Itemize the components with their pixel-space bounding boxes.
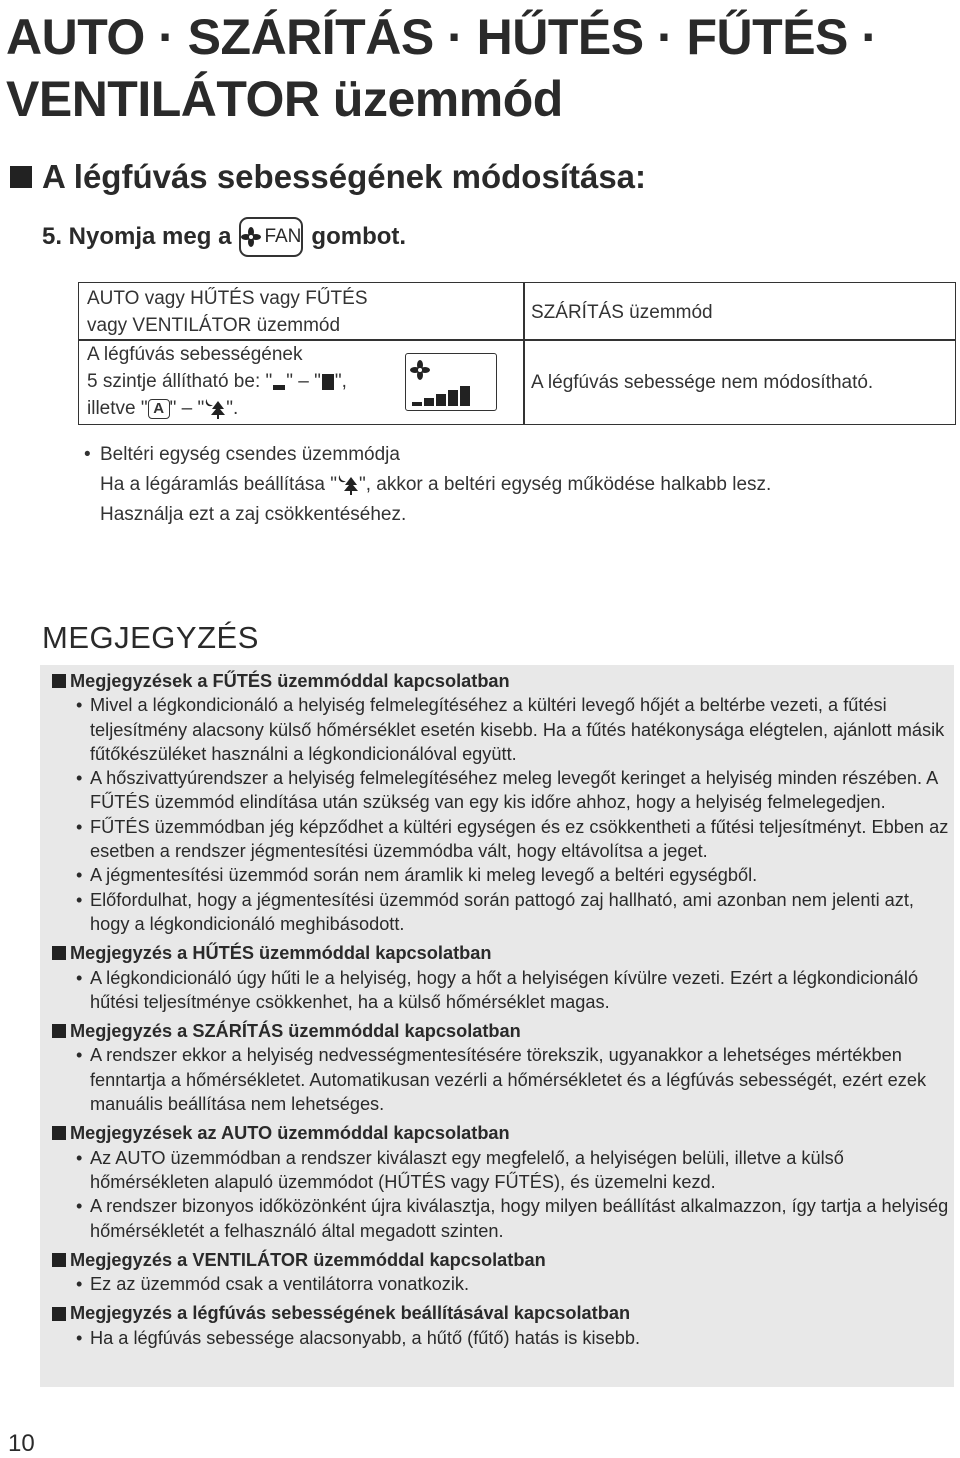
quiet-tree-icon — [204, 397, 226, 421]
note-group-heading-text: Megjegyzés a SZÁRÍTÁS üzemmóddal kapcsolatban — [70, 1021, 521, 1042]
bullet-square-icon — [52, 674, 66, 688]
left-header — [87, 285, 368, 339]
table-vertical-divider — [523, 283, 525, 424]
fan-icon — [410, 360, 430, 380]
note-item: • Az AUTO üzemmódban a rendszer kiválaszt egy megfelelő, a helyiségen belüli, illetve a külső hőmérsékleten alapuló üzemmódot (HŰTÉS vagy FŰTÉS), és üzemelni kezd. — [52, 1146, 952, 1195]
left-body-line-3-a: illetve " — [87, 398, 148, 419]
auto-fan-icon-letter: A — [153, 400, 165, 417]
notes-title: MEGJEGYZÉS — [42, 620, 259, 655]
quiet-tree-icon — [337, 473, 359, 497]
note-group-heading — [52, 941, 952, 965]
note-item: • Mivel a légkondicionáló a helyiség felmelegítéséhez a kültéri levegő hőjét a beltérbe vezeti, a fűtési teljesítmény alacsony külső hőmérséklet esetén kisebb. Ha a fűtés hatékonysága elégtelen, ajánlott másik fűtőkészüléket használni a légkondicionálóval együtt. — [52, 693, 952, 766]
quiet-mode-title-text: Beltéri egység csendes üzemmódja — [100, 444, 400, 465]
note-group-heading-text: Megjegyzések az AUTO üzemmóddal kapcsolatban — [70, 1123, 510, 1144]
bullet-icon: • — [84, 444, 91, 465]
left-header-line-1: AUTO vagy HŰTÉS vagy FŰTÉS — [87, 288, 368, 309]
step-prefix: 5. Nyomja meg a — [42, 223, 232, 250]
note-item: • Előfordulhat, hogy a jégmentesítési üzemmód során pattogó zaj hallható, ami azonban nem jelenti azt, hogy a légkondicionáló meghibásodott. — [52, 888, 952, 937]
note-item: • A jégmentesítési üzemmód során nem áramlik ki meleg levegő a beltéri egységből. — [52, 863, 952, 887]
section-heading — [10, 158, 646, 196]
page-title-line-1: AUTO · SZÁRÍTÁS · HŰTÉS · FŰTÉS · — [6, 9, 878, 65]
quiet-mode-line-2-b: ", akkor a beltéri egység működése halkabb lesz. — [358, 474, 772, 495]
left-header-line-2: vagy VENTILÁTOR üzemmód — [87, 315, 341, 336]
fan-button[interactable] — [239, 217, 303, 257]
note-group-heading-text: Megjegyzések a FŰTÉS üzemmóddal kapcsolatban — [70, 671, 510, 691]
right-body: A légfúvás sebessége nem módosítható. — [531, 372, 874, 393]
bullet-square-icon — [52, 1024, 66, 1038]
note-group-heading-text: Megjegyzés a VENTILÁTOR üzemmóddal kapcsolatban — [70, 1249, 546, 1270]
quiet-mode-line-2 — [84, 470, 771, 500]
quiet-mode-title — [84, 440, 771, 470]
step-suffix: gombot. — [311, 223, 407, 250]
fan-speed-bars-icon — [410, 382, 474, 408]
table-divider-right — [523, 339, 955, 341]
section-heading-text: A légfúvás sebességének módosítása: — [42, 158, 647, 195]
left-body-line-3-b: " – " — [169, 398, 205, 419]
left-body-line-2-c: ", — [334, 371, 347, 392]
bullet-square-icon — [10, 166, 32, 188]
note-item: • FŰTÉS üzemmódban jég képződhet a kültéri egységen és ez csökkentheti a fűtési teljesítményt. Ebben az esetben a rendszer jégmentesítési üzemmódba vált, hogy eltávolítsa a jeget. — [52, 815, 952, 864]
quiet-mode-info — [84, 440, 771, 530]
note-group-heading — [52, 1121, 952, 1145]
auto-fan-icon — [148, 399, 170, 419]
left-body-line-2-b: " – " — [286, 371, 321, 392]
fan-button-label: FAN — [264, 226, 302, 247]
left-body-line-3-c: ". — [226, 398, 239, 419]
note-group-heading-text: Megjegyzés a HŰTÉS üzemmóddal kapcsolatban — [70, 943, 492, 964]
left-body-line-3 — [87, 395, 347, 422]
mode-table — [78, 282, 956, 425]
left-body-line-2 — [87, 368, 347, 395]
bullet-square-icon — [52, 946, 66, 960]
note-item: • A légkondicionáló úgy hűti le a helyiség, hogy a hőt a helyiségen kívülre vezeti. Ezért a légkondicionáló hűtési teljesítménye csökkenhet, ha a külső hőmérséklet magas. — [52, 966, 952, 1015]
note-item: • Ha a légfúvás sebessége alacsonyabb, a hűtő (fűtő) hatás is kisebb. — [52, 1326, 952, 1350]
note-group-heading — [52, 669, 952, 693]
note-item: • A hőszivattyúrendszer a helyiség felmelegítéséhez meleg levegőt keringet a helyiség minden részében. A FŰTÉS üzemmód elindítása után szükség van egy kis időre ahhoz, hogy a helyiség felmelegedjen. — [52, 766, 952, 815]
bullet-square-icon — [52, 1253, 66, 1267]
quiet-mode-line-3: Használja ezt a zaj csökkentéséhez. — [100, 504, 407, 525]
right-header: SZÁRÍTÁS üzemmód — [531, 302, 713, 323]
left-body — [87, 341, 347, 422]
left-body-line-2-a: 5 szintje állítható be: " — [87, 371, 273, 392]
quiet-mode-line-2-a: Ha a légáramlás beállítása " — [100, 474, 337, 495]
notes-box — [40, 665, 954, 1387]
note-group-heading-text: Megjegyzés a légfúvás sebességének beállításával kapcsolatban — [70, 1303, 631, 1324]
note-item: • A rendszer bizonyos időközönként újra kiválasztja, hogy milyen beállítást alkalmazzon, így tartja a helyiség hőmérsékletét a felhasználó által megadott szinten. — [52, 1194, 952, 1243]
note-group-heading — [52, 1019, 952, 1043]
note-item: • A rendszer ekkor a helyiség nedvességmentesítésére törekszik, ugyanakkor a lehetséges mértékben fenntartja a hőmérsékletet. Automatikusan vezérli a hőmérsékletet és a légfúvás sebességét, ezért ezek manuális beállítása nem lehetséges. — [52, 1043, 952, 1116]
remote-display-illustration — [405, 353, 497, 411]
bullet-square-icon — [52, 1307, 66, 1321]
page-title-line-2: VENTILÁTOR üzemmód — [6, 71, 563, 127]
notes-content — [52, 669, 952, 1350]
page-number: 10 — [8, 1430, 35, 1457]
note-group-heading — [52, 1248, 952, 1272]
bar-high-icon — [321, 372, 335, 392]
left-body-line-1: A légfúvás sebességének — [87, 344, 303, 365]
fan-icon — [241, 227, 261, 247]
note-item: • Ez az üzemmód csak a ventilátorra vonatkozik. — [52, 1272, 952, 1296]
bullet-square-icon — [52, 1126, 66, 1140]
note-group-heading — [52, 1301, 952, 1325]
step-5 — [42, 216, 406, 258]
page-title — [6, 6, 877, 130]
bar-low-icon — [272, 372, 286, 392]
